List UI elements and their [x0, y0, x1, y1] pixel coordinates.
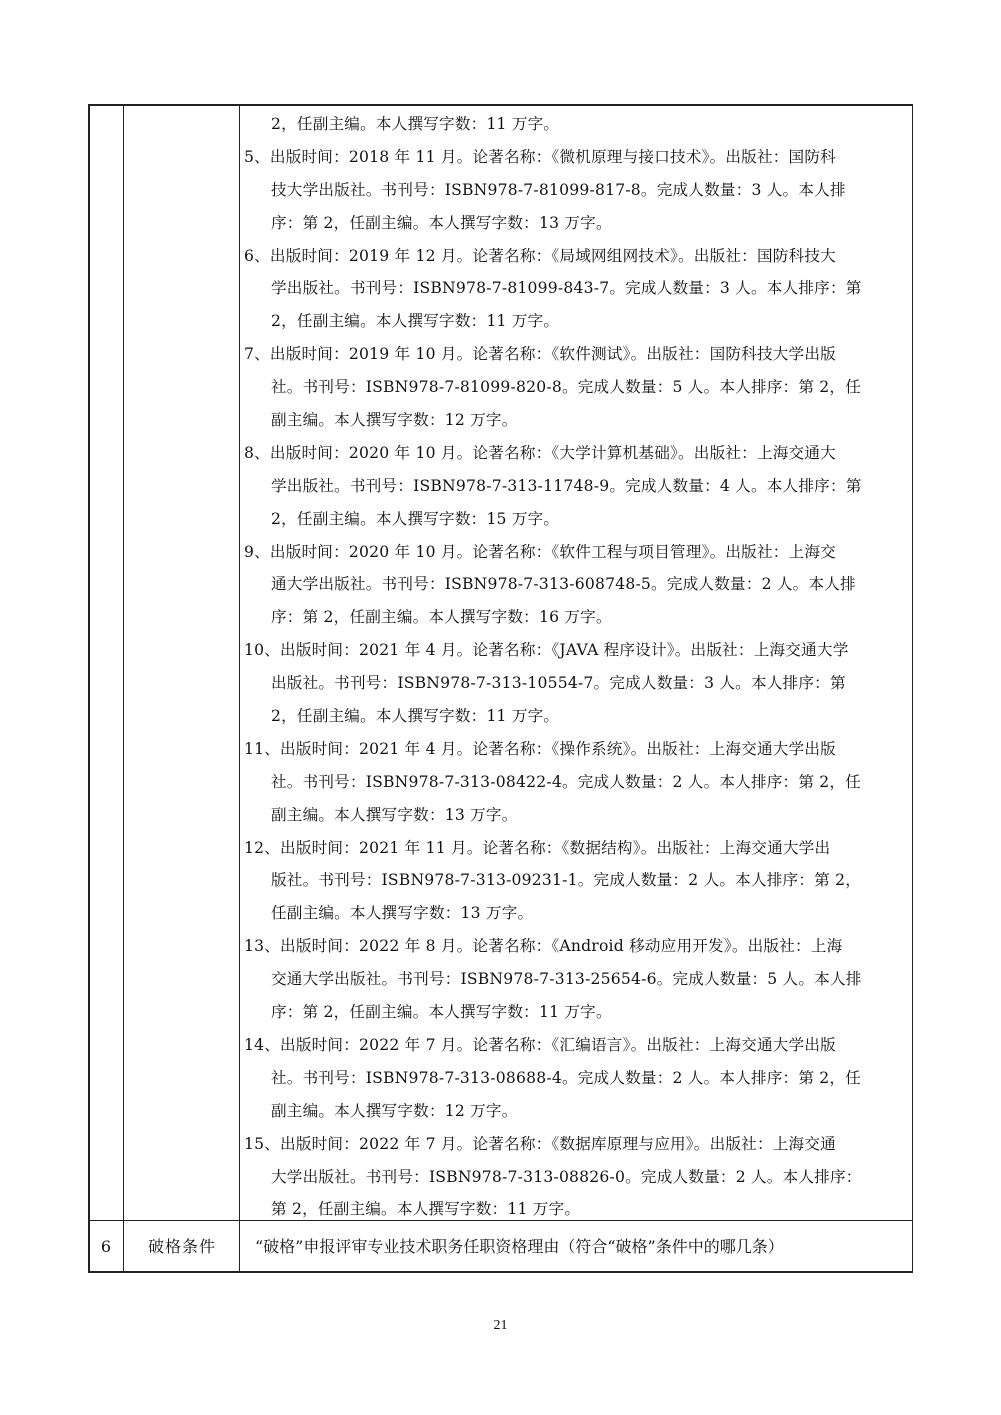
entry-5	[244, 141, 909, 240]
entry-line: 技大学出版社。书刊号：ISBN978-7-81099-817-8。完成人数量：3 人。本人排	[271, 180, 846, 199]
table-border-top	[88, 104, 913, 106]
entry-line: 版社。书刊号：ISBN978-7-313-09231-1。完成人数量：2 人。本人排序：第 2，	[271, 871, 862, 890]
entry-line: 学出版社。书刊号：ISBN978-7-313-11748-9。完成人数量：4 人。本人排序：第	[271, 476, 862, 495]
entry-line: 通大学出版社。书刊号：ISBN978-7-313-608748-5。完成人数量：2 人。本人排	[271, 575, 856, 594]
row6-content: “破格”申报评审专业技术职务任职资格理由（符合“破格”条件中的哪几条）	[255, 1237, 784, 1256]
publication-list	[244, 108, 909, 1226]
table-border-right	[912, 104, 914, 1272]
entry-line: 序：第 2，任副主编。本人撰写字数：16 万字。	[271, 608, 612, 627]
entry-line: 10、出版时间：2021 年 4 月。论著名称：《JAVA 程序设计》。出版社：上海交通大学	[244, 641, 849, 660]
entry-13	[244, 930, 909, 1029]
entry-line: 2，任副主编。本人撰写字数：11 万字。	[271, 312, 560, 331]
entry-line: 6、出版时间：2019 年 12 月。论著名称：《局域网组网技术》。出版社：国防科技大	[244, 246, 836, 265]
entry-9	[244, 536, 909, 635]
entry-line: 副主编。本人撰写字数：12 万字。	[271, 411, 518, 430]
table-col-divider-1	[123, 104, 124, 1272]
entry-line: 13、出版时间：2022 年 8 月。论著名称：《Android 移动应用开发》。出版社：上海	[244, 937, 843, 956]
entry-line: 任副主编。本人撰写字数：13 万字。	[271, 904, 534, 923]
entry-11	[244, 733, 909, 832]
table-border-left	[88, 104, 90, 1272]
entry-line: 8、出版时间：2020 年 10 月。论著名称：《大学计算机基础》。出版社：上海交通大	[244, 443, 836, 462]
table-col-divider-2	[239, 104, 240, 1272]
entry-line: 15、出版时间：2022 年 7 月。论著名称：《数据库原理与应用》。出版社：上海交通	[244, 1134, 836, 1153]
entry-line: 12、出版时间：2021 年 11 月。论著名称：《数据结构》。出版社：上海交通大学出	[244, 838, 831, 857]
row6-number: 6	[100, 1237, 112, 1256]
entry-line: 社。书刊号：ISBN978-7-313-08688-4。完成人数量：2 人。本人排序：第 2，任	[271, 1068, 862, 1087]
entry-15	[244, 1128, 909, 1227]
row6-label: 破格条件	[147, 1237, 216, 1256]
entry-8	[244, 437, 909, 536]
entry-line: 学出版社。书刊号：ISBN978-7-81099-843-7。完成人数量：3 人。本人排序：第	[271, 279, 862, 298]
entry-line: 序：第 2，任副主编。本人撰写字数：11 万字。	[271, 1003, 612, 1022]
entry-line: 副主编。本人撰写字数：12 万字。	[271, 1101, 518, 1120]
entry-14	[244, 1029, 909, 1128]
entry-line: 社。书刊号：ISBN978-7-81099-820-8。完成人数量：5 人。本人排序：第 2，任	[271, 378, 862, 397]
entry-line: 交通大学出版社。书刊号：ISBN978-7-313-25654-6。完成人数量：5 人。本人排	[271, 970, 862, 989]
entry-line: 2，任副主编。本人撰写字数：15 万字。	[271, 509, 560, 528]
entry-line: 序：第 2，任副主编。本人撰写字数：13 万字。	[271, 213, 612, 232]
entry-line: 14、出版时间：2022 年 7 月。论著名称：《汇编语言》。出版社：上海交通大学出版	[244, 1035, 836, 1054]
entry-line: 大学出版社。书刊号：ISBN978-7-313-08826-0。完成人数量：2 人。本人排序：	[271, 1167, 862, 1186]
entry-line: 社。书刊号：ISBN978-7-313-08422-4。完成人数量：2 人。本人排序：第 2，任	[271, 772, 862, 791]
entry-10	[244, 634, 909, 733]
entry-line: 5、出版时间：2018 年 11 月。论著名称：《微机原理与接口技术》。出版社：国防科	[244, 147, 836, 166]
entry-line: 副主编。本人撰写字数：13 万字。	[271, 805, 518, 824]
entry-7	[244, 338, 909, 437]
entry-4-line-3: 2，任副主编。本人撰写字数：11 万字。	[271, 115, 560, 133]
entry-line: 第 2，任副主编。本人撰写字数：11 万字。	[271, 1200, 581, 1219]
entry-line: 7、出版时间：2019 年 10 月。论著名称：《软件测试》。出版社：国防科技大学出版	[244, 345, 836, 364]
page-number: 21	[493, 1318, 508, 1333]
entry-line: 出版社。书刊号：ISBN978-7-313-10554-7。完成人数量：3 人。本人排序：第	[271, 674, 846, 693]
entry-line: 9、出版时间：2020 年 10 月。论著名称：《软件工程与项目管理》。出版社：上海交	[244, 542, 836, 561]
entry-6	[244, 240, 909, 339]
entry-12	[244, 832, 909, 931]
entry-line: 11、出版时间：2021 年 4 月。论著名称：《操作系统》。出版社：上海交通大学出版	[244, 739, 836, 758]
entry-line: 2，任副主编。本人撰写字数：11 万字。	[271, 707, 560, 726]
